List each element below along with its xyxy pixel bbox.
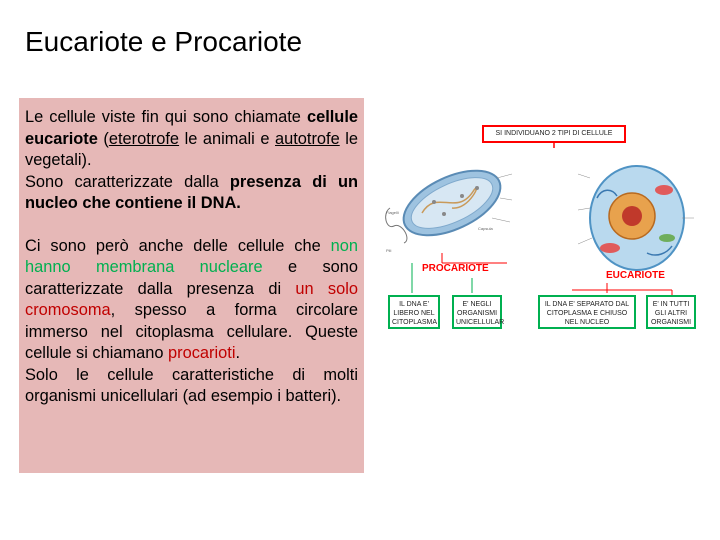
cell-diagram (382, 118, 698, 350)
red-term: procarioti (168, 344, 236, 362)
dna-free-box: IL DNA E' LIBERO NEL CITOPLASMA (388, 295, 440, 329)
slide-title: Eucariote e Procariote (25, 26, 303, 57)
text-span: Ci sono però anche delle cellule che (25, 236, 331, 255)
text-span: le vegetali). (25, 129, 359, 169)
underlined-term: eterotrofe (108, 129, 180, 148)
annotation-label: Flagelli (386, 210, 399, 215)
text-span: Le cellule viste fin qui sono chiamate (25, 108, 307, 126)
paragraph-eucariote (25, 107, 358, 215)
annotation-label: Capsula (478, 226, 493, 231)
paragraph-procariote (25, 236, 358, 408)
text-box (19, 98, 364, 473)
underlined-term: autotrofe (275, 129, 340, 148)
bold-term: cellule eucariote (25, 108, 358, 148)
text-span: , spesso a forma circolare immerso nel citoplasma cellulare. Queste cellule si chiamano (25, 301, 358, 362)
text-span: . (235, 344, 241, 362)
green-term: non hanno membrana nucleare (25, 236, 358, 276)
text-span: e sono caratterizzate dalla presenza di (25, 258, 358, 298)
label-eucariote: EUCARIOTE (606, 270, 665, 281)
text-span: Solo le cellule caratteristiche di molti organismi unicellulari (ad esempio i batteri). (25, 365, 358, 405)
annotation-label: Pili (386, 248, 392, 253)
types-of-cells-box: SI INDIVIDUANO 2 TIPI DI CELLULE (482, 125, 626, 143)
text-span: Sono caratterizzate dalla (25, 172, 230, 191)
eukaryote-cell-illustration (578, 166, 694, 270)
text-span: le animali e (179, 129, 276, 148)
prokaryote-cell-illustration (386, 157, 512, 248)
unicellular-box: E' NEGLI ORGANISMI UNICELLULAR (452, 295, 502, 329)
text-span: ( (97, 129, 109, 148)
label-procariote: PROCARIOTE (422, 263, 489, 274)
all-other-organisms-box: E' IN TUTTI GLI ALTRI ORGANISMI (646, 295, 696, 329)
dna-separated-box: IL DNA E' SEPARATO DAL CITOPLASMA E CHIUSO NEL NUCLEO (538, 295, 636, 329)
bold-term: presenza di un nucleo che contiene il DNA. (25, 172, 358, 212)
red-term: un solo cromosoma (25, 279, 358, 319)
